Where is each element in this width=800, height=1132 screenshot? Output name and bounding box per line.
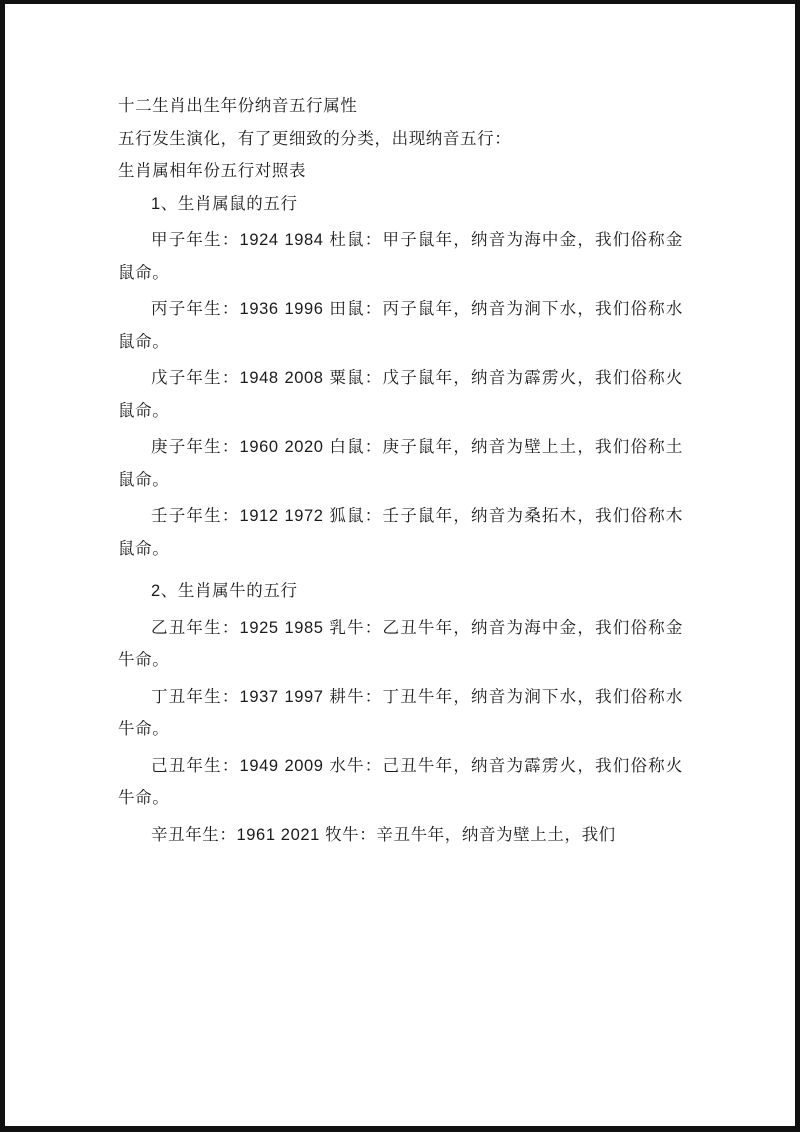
document-paragraph: 五行发生演化，有了更细致的分类，出现纳音五行： xyxy=(118,129,512,148)
page-border-right xyxy=(795,0,800,1132)
document-paragraph: 甲子年生：1924 1984 杜鼠：甲子鼠年，纳音为海中金，我们俗称金鼠命。 xyxy=(118,231,683,282)
document-paragraph: 辛丑年生：1961 2021 牧牛：辛丑牛年，纳音为壁上土，我们 xyxy=(151,825,616,844)
document-paragraph: 生肖属相年份五行对照表 xyxy=(118,162,307,180)
document-paragraph: 2、生肖属牛的五行 xyxy=(151,582,298,600)
document-paragraph: 戊子年生：1948 2008 粟鼠：戊子鼠年，纳音为霹雳火，我们俗称火鼠命。 xyxy=(118,369,683,420)
document-paragraph: 丙子年生：1936 1996 田鼠：丙子鼠年，纳音为涧下水，我们俗称水鼠命。 xyxy=(118,300,683,351)
document-paragraph: 丁丑年生：1937 1997 耕牛：丁丑牛年，纳音为涧下水，我们俗称水牛命。 xyxy=(118,687,683,738)
page-border-bottom xyxy=(0,1126,800,1132)
document-title: 十二生肖出生年份纳音五行属性 xyxy=(118,97,358,115)
document-paragraph: 乙丑年生：1925 1985 乳牛：乙丑牛年，纳音为海中金，我们俗称金牛命。 xyxy=(118,618,683,669)
document-paragraph: 1、生肖属鼠的五行 xyxy=(151,194,298,213)
document-paragraph: 壬子年生：1912 1972 狐鼠：壬子鼠年，纳音为桑拓木，我们俗称木鼠命。 xyxy=(118,507,683,558)
document-body xyxy=(118,90,683,851)
page-border-left xyxy=(0,0,5,1132)
document-paragraph: 庚子年生：1960 2020 白鼠：庚子鼠年，纳音为壁上土，我们俗称土鼠命。 xyxy=(118,438,683,489)
document-paragraph: 己丑年生：1949 2009 水牛：己丑牛年，纳音为霹雳火，我们俗称火牛命。 xyxy=(118,756,683,807)
page-border-top xyxy=(0,0,800,4)
